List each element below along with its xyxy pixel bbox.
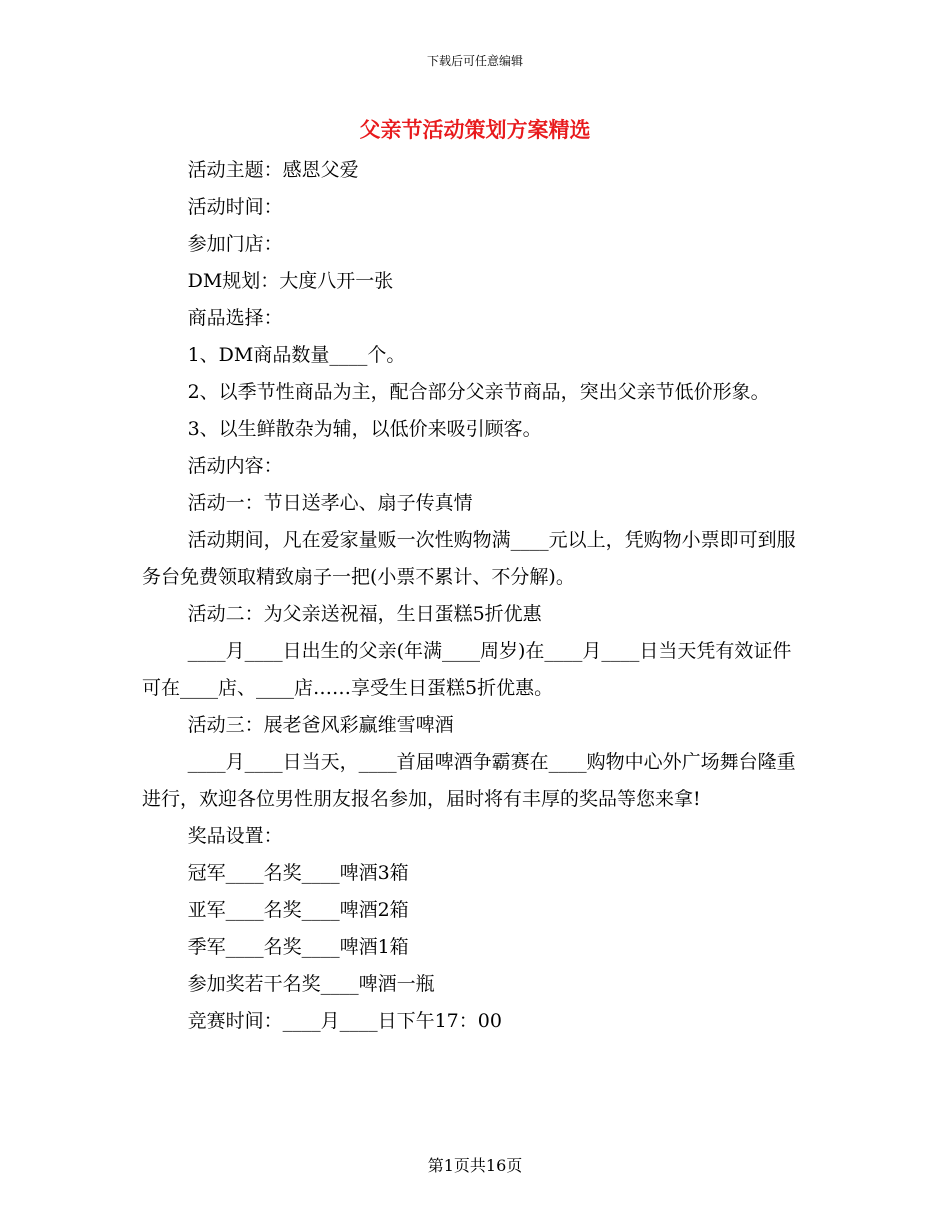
paragraph-activity-2-title: 活动二：为父亲送祝福，生日蛋糕5折优惠 — [187, 603, 542, 625]
paragraph-dm-plan: DM规划：大度八开一张 — [187, 270, 394, 292]
paragraph-stores: 参加门店： — [187, 233, 283, 255]
page-footer: 第1页共16页 — [427, 1156, 523, 1175]
paragraph-activity-1-title: 活动一：节日送孝心、扇子传真情 — [187, 492, 473, 514]
paragraph-prize-champion: 冠军____名奖____啤酒3箱 — [187, 862, 409, 884]
header-note: 下载后可任意编辑 — [426, 54, 523, 68]
paragraph-activity-2-body: ____月____日出生的父亲(年满____周岁)在____月____日当天凭有效证件可在____店、____店……享受生日蛋糕5折优惠。 — [142, 640, 792, 699]
paragraph-prize-runner-up: 亚军____名奖____啤酒2箱 — [187, 899, 409, 921]
paragraph-activity-3-title: 活动三：展老爸风彩赢维雪啤酒 — [187, 714, 454, 736]
paragraph-item-1: 1、DM商品数量____个。 — [187, 344, 406, 366]
paragraph-prize-third: 季军____名奖____啤酒1箱 — [187, 936, 409, 958]
paragraph-competition-time: 竞赛时间：____月____日下午17：00 — [187, 1010, 502, 1032]
document-body — [142, 152, 808, 1040]
paragraph-item-3: 3、以生鲜散杂为辅，以低价来吸引顾客。 — [187, 418, 542, 440]
paragraph-time: 活动时间： — [187, 196, 283, 218]
paragraph-activity-content: 活动内容： — [187, 455, 283, 477]
document-title: 父亲节活动策划方案精选 — [359, 117, 591, 142]
paragraph-prize-settings: 奖品设置： — [187, 825, 283, 847]
paragraph-activity-1-body: 活动期间，凡在爱家量贩一次性购物满____元以上，凭购物小票即可到服务台免费领取精致扇子一把(小票不累计、不分解)。 — [142, 529, 796, 588]
paragraph-prize-participation: 参加奖若干名奖____啤酒一瓶 — [187, 973, 435, 995]
paragraph-item-2: 2、以季节性商品为主，配合部分父亲节商品，突出父亲节低价形象。 — [187, 381, 770, 403]
paragraph-activity-3-body: ____月____日当天，____首届啤酒争霸赛在____购物中心外广场舞台隆重进行，欢迎各位男性朋友报名参加，届时将有丰厚的奖品等您来拿! — [142, 751, 796, 810]
paragraph-product-selection: 商品选择： — [187, 307, 283, 329]
paragraph-theme: 活动主题：感恩父爱 — [187, 159, 359, 181]
